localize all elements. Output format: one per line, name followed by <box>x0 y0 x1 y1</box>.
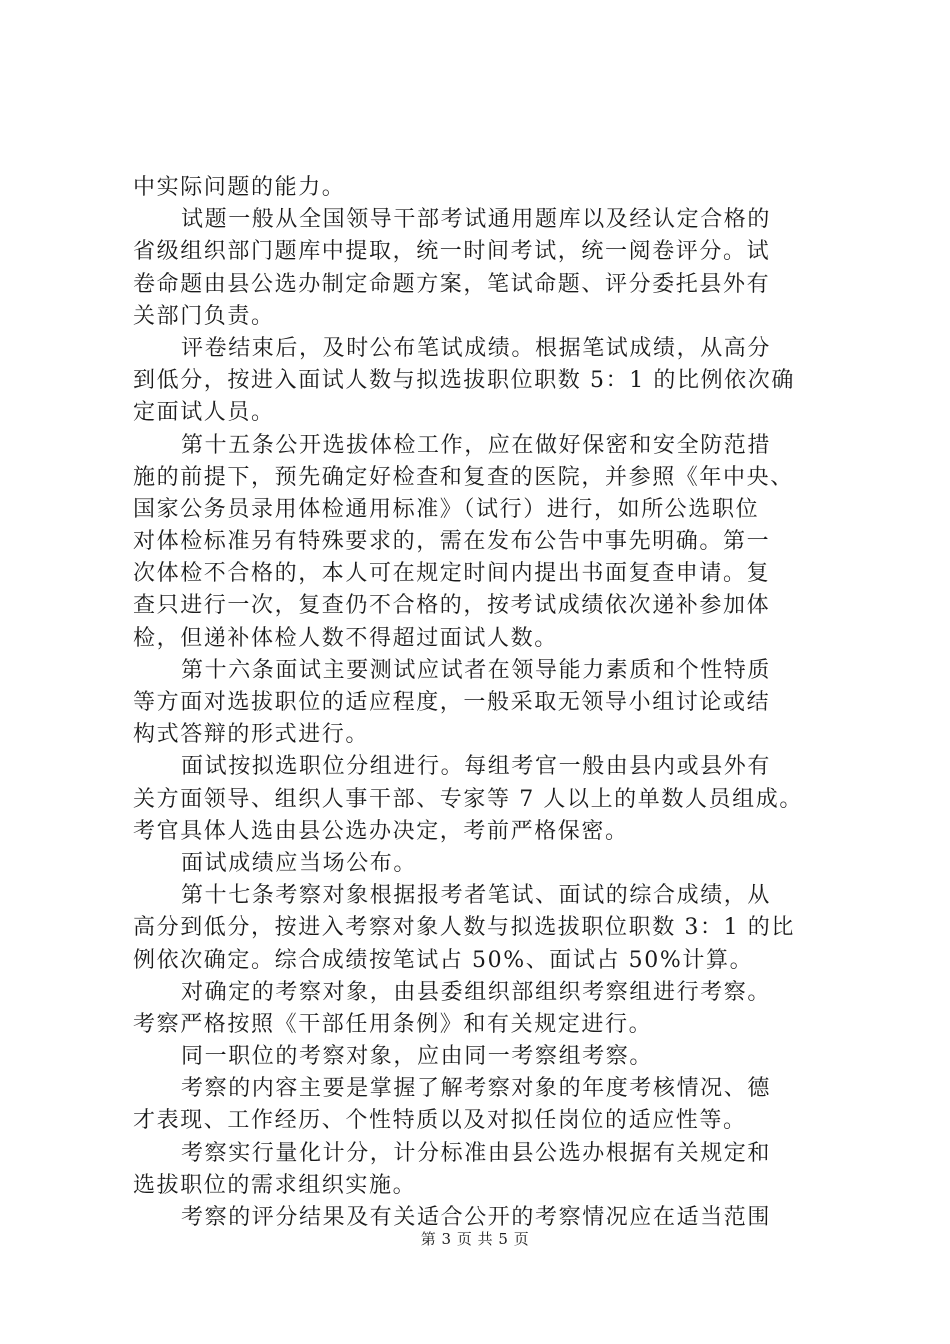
text-line: 选拔职位的需求组织实施。 <box>133 1172 417 1198</box>
text-line: 第十七条考察对象根据报考者笔试、面试的综合成绩，从 <box>181 883 772 909</box>
text-line: 施的前提下，预先确定好检查和复查的医院，并参照《年中央、 <box>133 464 794 490</box>
text-line: 查只进行一次，复查仍不合格的，按考试成绩依次递补参加体 <box>133 593 771 619</box>
text-line: 检，但递补体检人数不得超过面试人数。 <box>133 625 558 651</box>
text-line: 等方面对选拔职位的适应程度，一般采取无领导小组讨论或结 <box>133 690 771 715</box>
text-line: 构式答辩的形式进行。 <box>133 722 370 748</box>
text-line: 第十五条公开选拔体检工作，应在做好保密和安全防范措 <box>181 432 772 458</box>
text-line: 考官具体人选由县公选办决定，考前严格保密。 <box>133 818 629 844</box>
text-line: 面试按拟选职位分组进行。每组考官一般由县内或县外有 <box>181 754 772 780</box>
text-line: 评卷结束后，及时公布笔试成绩。根据笔试成绩，从高分 <box>181 335 772 361</box>
text-line: 对体检标准另有特殊要求的，需在发布公告中事先明确。第一 <box>133 529 771 555</box>
document-body <box>133 172 833 1234</box>
text-line: 面试成绩应当场公布。 <box>181 850 418 876</box>
text-line: 考察的评分结果及有关适合公开的考察情况应在适当范围 <box>181 1205 772 1230</box>
text-line: 关方面领导、组织人事干部、专家等 7 人以上的单数人员组成。 <box>133 786 803 812</box>
text-line: 省级组织部门题库中提取，统一时间考试，统一阅卷评分。试 <box>133 239 771 265</box>
text-line: 关部门负责。 <box>133 303 275 329</box>
text-line: 次体检不合格的，本人可在规定时间内提出书面复查申请。复 <box>133 561 771 587</box>
text-line: 例依次确定。综合成绩按笔试占 50%、面试占 50%计算。 <box>133 947 754 973</box>
text-line: 试题一般从全国领导干部考试通用题库以及经认定合格的 <box>181 207 772 233</box>
text-line: 中实际问题的能力。 <box>133 175 346 200</box>
page-footer: 第 3 页 共 5 页 <box>420 1230 530 1248</box>
text-line: 卷命题由县公选办制定命题方案，笔试命题、评分委托县外有 <box>133 271 771 297</box>
text-line: 考察的内容主要是掌握了解考察对象的年度考核情况、德 <box>181 1076 772 1102</box>
text-line: 考察实行量化计分，计分标准由县公选办根据有关规定和 <box>181 1140 772 1166</box>
text-line: 考察严格按照《干部任用条例》和有关规定进行。 <box>133 1011 653 1037</box>
text-line: 国家公务员录用体检通用标准》（试行）进行，如所公选职位 <box>133 496 760 522</box>
text-line: 定面试人员。 <box>133 400 275 426</box>
text-line: 高分到低分，按进入考察对象人数与拟选拔职位职数 3：1 的比 <box>133 915 795 941</box>
text-line: 才表现、工作经历、个性特质以及对拟任岗位的适应性等。 <box>133 1108 747 1134</box>
text-line: 同一职位的考察对象，应由同一考察组考察。 <box>181 1044 654 1070</box>
text-line: 对确定的考察对象，由县委组织部组织考察组进行考察。 <box>181 979 772 1005</box>
text-line: 到低分，按进入面试人数与拟选拔职位职数 5：1 的比例依次确 <box>133 368 795 394</box>
text-line: 第十六条面试主要测试应试者在领导能力素质和个性特质 <box>181 657 772 683</box>
